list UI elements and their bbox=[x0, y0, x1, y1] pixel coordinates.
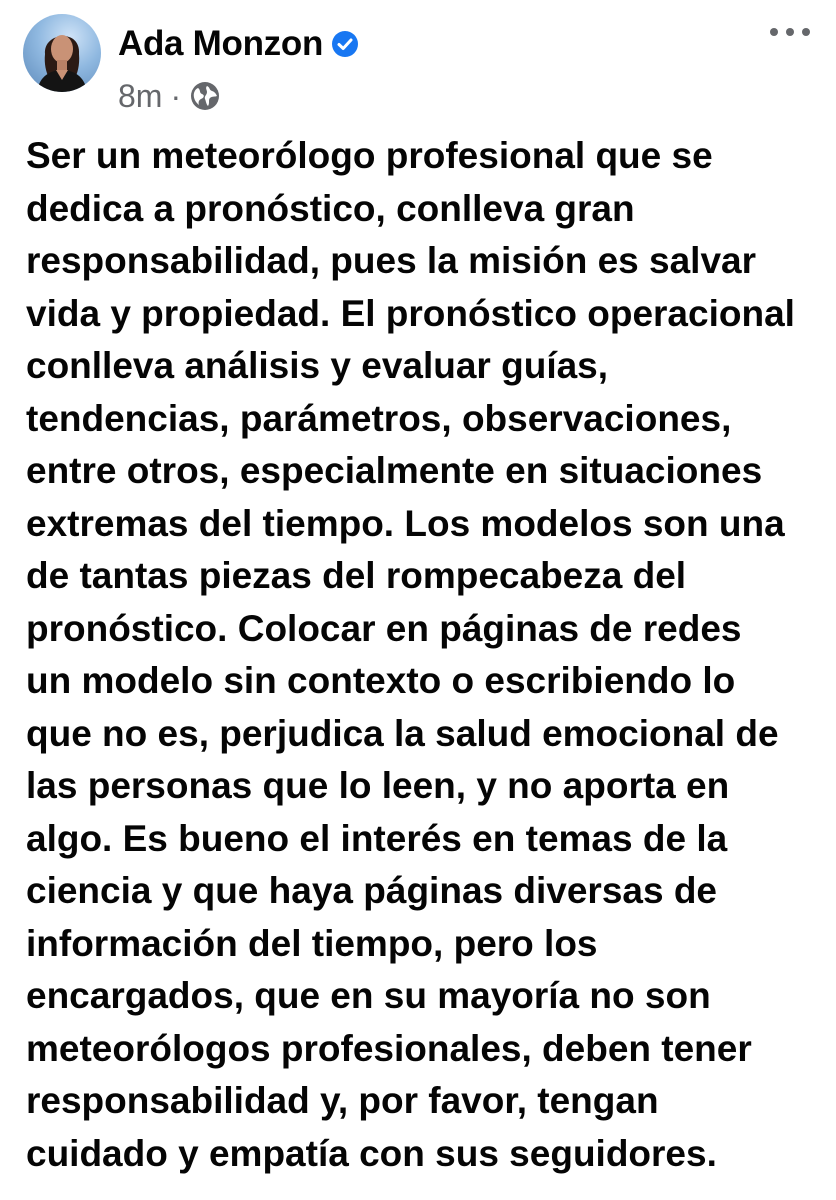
post-text-line: dedica a pronóstico, conlleva gran bbox=[26, 187, 635, 229]
post-text-line: entre otros, especialmente en situaciones bbox=[26, 450, 763, 491]
more-dot bbox=[770, 28, 778, 36]
post-timestamp[interactable]: 8m bbox=[118, 77, 163, 114]
more-dot bbox=[786, 28, 794, 36]
more-options-icon[interactable] bbox=[770, 20, 810, 44]
post-text-line: cuidado y empatía con sus seguidores. bbox=[26, 1132, 717, 1174]
author-avatar[interactable] bbox=[23, 14, 101, 92]
post-text-line: encargados, que en su mayoría no son bbox=[26, 975, 711, 1016]
author-name[interactable]: Ada Monzon bbox=[118, 24, 324, 63]
more-dot bbox=[802, 28, 810, 36]
post-meta bbox=[118, 76, 221, 116]
post-text-line: conlleva análisis y evaluar guías, bbox=[26, 345, 609, 386]
verified-badge-icon bbox=[331, 30, 359, 58]
avatar-photo-icon bbox=[23, 14, 101, 92]
post-text-line: ciencia y que haya páginas diversas de bbox=[26, 870, 718, 911]
post-text-line: pronóstico. Colocar en páginas de redes bbox=[26, 607, 742, 649]
post-text-line: tendencias, parámetros, observaciones, bbox=[26, 397, 732, 439]
post-text-line: responsabilidad, pues la misión es salvar bbox=[26, 240, 757, 281]
author-name-row bbox=[118, 20, 359, 68]
post-text-line: las personas que lo leen, y no aporta en bbox=[26, 765, 730, 806]
post-text-line: un modelo sin contexto o escribiendo lo bbox=[26, 660, 736, 701]
post-text-line: Ser un meteorólogo profesional que se bbox=[26, 135, 713, 176]
post-text-line: extremas del tiempo. Los modelos son una bbox=[26, 502, 785, 544]
globe-icon[interactable] bbox=[189, 80, 221, 112]
post-text-line: responsabilidad y, por favor, tengan bbox=[26, 1080, 659, 1121]
post-text-line: algo. Es bueno el interés en temas de la bbox=[26, 817, 728, 859]
post-body-text bbox=[26, 130, 826, 1180]
post-text-line: de tantas piezas del rompecabeza del bbox=[26, 555, 687, 596]
post-text-line: información del tiempo, pero los bbox=[26, 922, 598, 964]
post-text-line: que no es, perjudica la salud emocional de bbox=[26, 712, 779, 754]
meta-separator: · bbox=[170, 77, 182, 114]
post-text-line: vida y propiedad. El pronóstico operacional bbox=[26, 292, 795, 334]
post-text-line: meteorólogos profesionales, deben tener bbox=[26, 1027, 752, 1069]
